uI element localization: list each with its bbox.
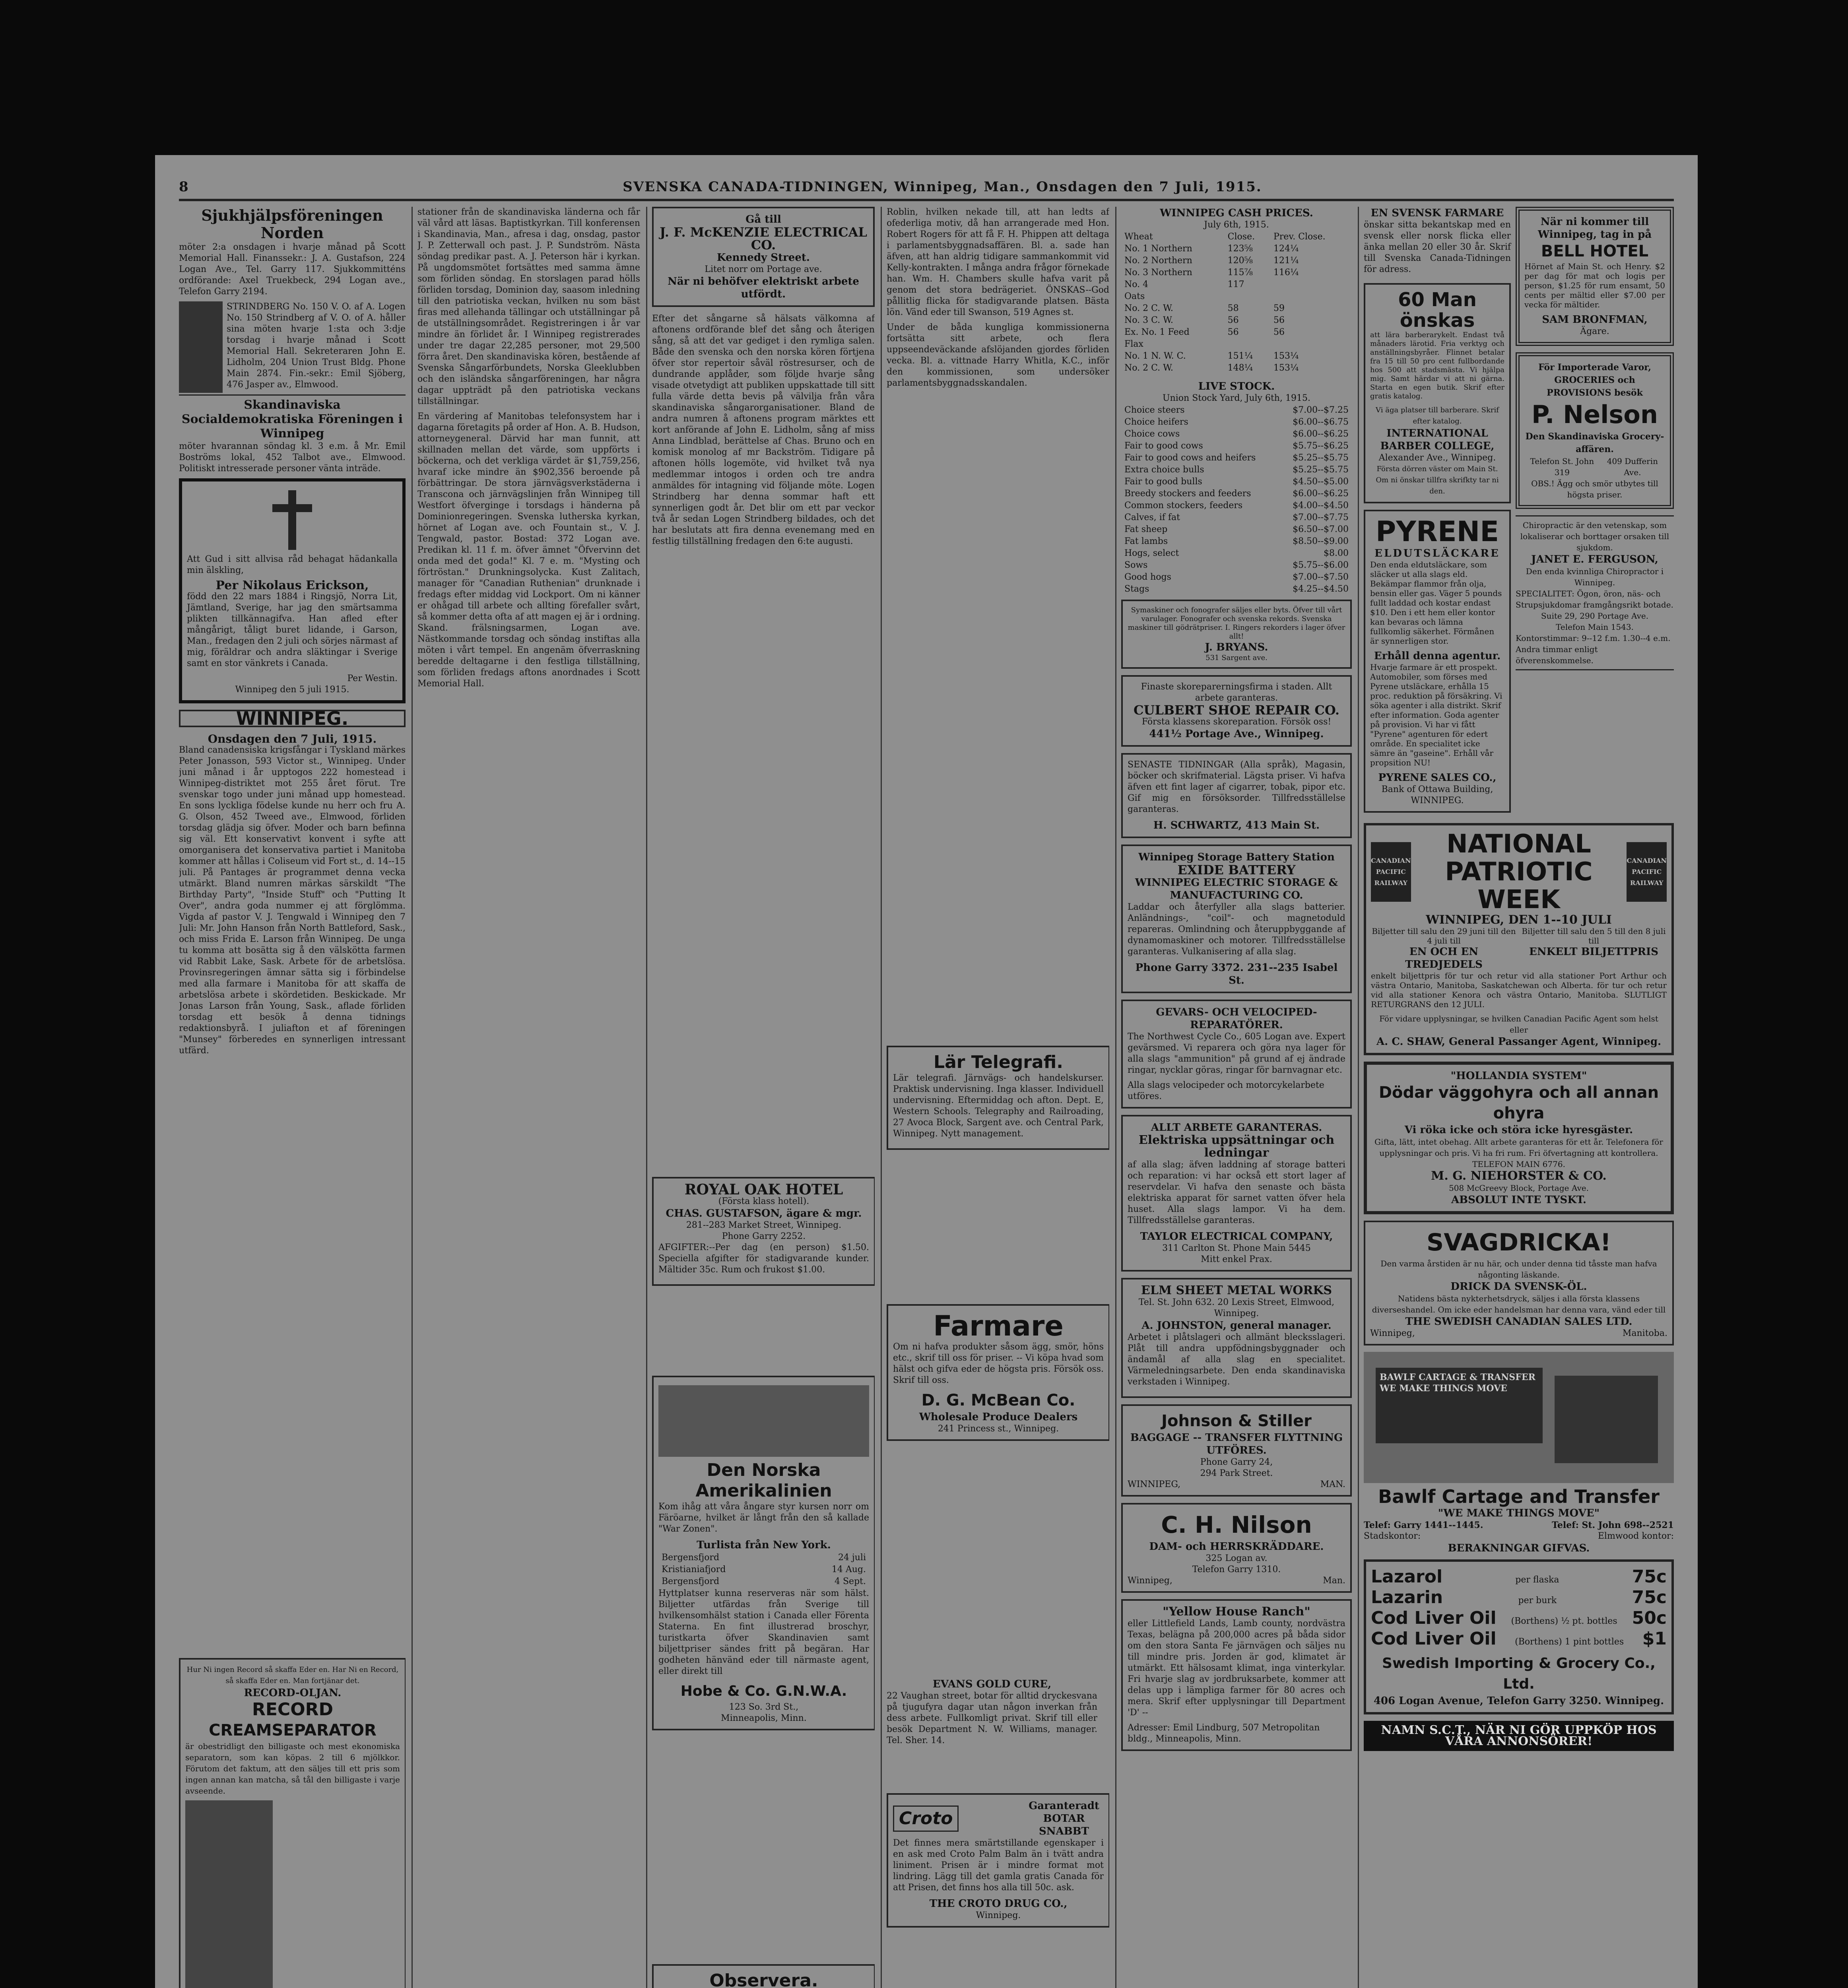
col4-news: Roblin, hvilken nekade till, att han ledts af ofederliga motiv, då han arrangerade med Hon. Robert Rogers för att få F. H. Phippen att deltaga i parlamentsbyggnadsaffären. Bl. a. sade han äfven, att han aldrig tidigare sammankommit vid Kelly-kontrakten. I många andra frågor förnekade han. Wm. H. Chambers skulle hafva varit på genom det stora bedrägeriet. ÖNSKAS--God pållitlig flicka för stadigvarande platsen. Bästa lön. Vänd eder till Swanson, 519 Agnes st. <box>887 207 1109 317</box>
table-row: No. 3 Northern 115⅞ 116¼ <box>1124 268 1299 278</box>
swedish-importing-ad: Lazarol per flaska 75c Lazarin per burk 75c Cod Liver Oil (Borthens) ½ pt. bottles 50c Cod Liver Oil (Borthens) 1 pint bottles $1 Swedish Importing & Grocery Co., Ltd. 406 Logan Avenue, Telefon Garry 3250. Winnipeg. <box>1364 1559 1674 1714</box>
strindberg-text: STRINDBERG No. 150 V. O. af A. Logen No. 150 Strindberg af V. O. of A. håller sina möten hvarje 1:sta och 3:dje torsdag i hvarje månad i Scott Memorial Hall. Sekreteraren John E. Lidholm, 204 Union Trust Bldg. Phone Main 2874. Fin.-sekr.: Emil Sjöberg, 476 Jasper av., Elmwood. <box>227 302 406 390</box>
observera-ad: Observera. <box>652 1964 875 1988</box>
livestock-date: Union Stock Yard, July 6th, 1915. <box>1163 393 1310 403</box>
death-sign: Per Westin. <box>347 674 398 683</box>
sjuk-title: Sjukhjälpsföreningen Norden <box>201 207 383 242</box>
list-item: Lazarol per flaska 75c <box>1371 1567 1667 1587</box>
sjuk-text: möter 2:a onsdagen i hvarje månad på Scott Memorial Hall. Finanssekr.: J. A. Gustafson, 224 Logan Ave., Tel. Garry 117. Sjukkommitténs ordförande: Axel Truekbeck, 294 Logan ave., Telefon Garry 2194. <box>179 242 406 297</box>
table-row: Ex. No. 1 Feed 56 56 <box>1124 327 1285 337</box>
table-row: Fair to good cows $5.75--$6.25 <box>1124 441 1349 451</box>
nelson-ad: För Importerade Varor, GROCERIES och PROVISIONS besök P. Nelson Den Skandinaviska Grocery-affären. Telefon St. John 319 409 Dufferin Ave. OBS.! Ägg och smör utbytes till högsta priser. <box>1516 352 1674 509</box>
table-row: No. 2 C. W. 58 59 <box>1124 303 1285 313</box>
column-5 <box>1121 207 1352 1988</box>
winnipeg-date: Onsdagen den 7 Juli, 1915. <box>208 732 377 746</box>
death-body: född den 22 mars 1884 i Ringsjö, Norra Lit, Jämtland, Sverige, har jag den smärtsamma plikten tillkännagifva. Han afled efter mångårigt, tåligt buret lidande, i Garson, Man., fredagen den 2 juli och sörjes närmast af mig, föräldrar och andra släktingar i Sverige samt en stor vänkrets i Canada. <box>187 592 398 668</box>
pyrene-ad: PYRENE ELDUTSLÄCKARE Den enda eldutsläckare, som släcker ut alla slags eld. Bekämpar flammor från olja, bensin eller gas. Väger 5 pounds fullt laddad och kostar endast $10. Den i ett hem eller kontor kan bevaras och lämna fullkomlig säkerhet. Förmånen är synnerligen stor. Erhåll denna agentur. Hvarje farmare är ett prospekt. Automobiler, som förses med Pyrene utsläckare, erhålla 15 proc. reduktion på försäkring. Vi söka agenter i alla distrikt. Skrif efter information. Goda agenter på provision. Vi har vi fått "Pyrene" agenturen för edert område. En specialitet icke sämre än "gaseine". Erhåll vår propsition NU! PYRENE SALES CO., Bank of Ottawa Building, WINNIPEG. <box>1364 510 1511 813</box>
table-row: Stags $4.25--$4.50 <box>1124 584 1349 594</box>
turlista-row: Kristianiafjord 14 Aug. <box>662 1565 866 1574</box>
senaste-ad: SENASTE TIDNINGAR (Alla språk), Magasin, böcker och skrifmaterial. Lägsta priser. Vi hafva äfven ett fint lager af cigarrer, tobak, pipor etc. Gif mig en försöksorder. Tillfredsställelse garanteras. H. SCHWARTZ, 413 Main St. <box>1121 753 1352 838</box>
turlista-row: Bergensfjord 24 juli <box>662 1553 866 1563</box>
canadian-pacific-shield-icon: CANADIAN PACIFIC RAILWAY <box>1627 842 1667 902</box>
table-row: Fat sheep $6.50--$7.00 <box>1124 524 1349 534</box>
death-name: Per Nikolaus Erickson, <box>215 579 369 592</box>
svensk-farmare-ad: EN SVENSK FARMARE önskar sitta bekantskap med en svensk eller norsk flicka eller änka mellan 20 eller 30 år. Skrif till Svenska Canada-Tidningen för adress. 60 Man önskas att lära barberarykelt. Endast två månaders lärotid. Fria verktyg och anställningsbyråer. Flinnet betalar fra 15 till 50 pro cent fullbordande hos 500 att stadsmästa. Vi hjälpa mig. Samt härdar vi att ni gärna. Starta en egen butik. Skrif efter gratis katalog. Vi äga platser till barberare. Skrif efter katalog. INTERNATIONAL BARBER COLLEGE, Alexander Ave., Winnipeg. Första dörren väster om Main St. Om ni önskar tillfra skrifkty tar ni den. PYRENE ELDUTSLÄCKARE Den enda eldutsläckare, som släcker ut alla slags eld. Bekämpar flammor från olja, bensin eller gas. Väger 5 pounds fullt laddad och kostar endast $10. Den i ett hem eller kontor kan bevaras och lämna fullkomlig säkerhet. Förmånen är synnerligen stor. Erhåll denna agentur. Hvarje farmare är ett prospekt. Automobiler, som förses med Pyrene utsläckare, erhålla 15 proc. reduktion på försäkring. Vi söka agenter i alla distrikt. Skrif efter information. Goda agenter på provision. Vi har vi fått "Pyrene" agenturen för edert område. En specialitet icke sämre än "gaseine". Erhåll vår propsition NU! PYRENE SALES CO., Bank of Ottawa Building, WINNIPEG. <box>1364 207 1511 819</box>
soc-title: Skandinaviska Socialdemokratiska Föreningen i Winnipeg <box>179 394 406 441</box>
list-item: Lazarin per burk 75c <box>1371 1587 1667 1607</box>
separator-machine-icon <box>185 1800 273 1988</box>
table-row: Choice cows $6.00--$6.25 <box>1124 429 1349 439</box>
table-row: Choice heifers $6.00--$6.75 <box>1124 417 1349 427</box>
winnipeg-header: WINNIPEG. <box>179 710 406 727</box>
col3-news: Efter det sångarne så hälsats välkomna af aftonens ordförande blef det sång och återigen sång, så att det var gediget i den rymliga salen. Både den svenska och den norska kören förtjena öfver stor repertoir såväl röstresurser, och de dundrande applåder, som följde hvarje sång visade otvetydigt att publiken uppskattade till sitt fulla värde detta bevis på välvilja från våra skandinaviska sångarorganisationer. Bland de andra numren å aftonens program märktes ett kort anförande af John E. Lidholm, sång af miss Anna Lindblad, berättelse af Chas. Bruno och en komisk monolog af mr Backström. Tidigare på aftonen hölls logemöte, vid hvilket två nya medlemmar intogos i orden och tre andra anmäldes för intagning vid följande möte. Logen Strindberg har denna sommar haft ett synnerligen godt år. Det blir om ett par veckor två år sedan Logen Strindberg bildades, och det har beslutats att fira denna evenemang med en festlig tillställning fredagen den 6:te augusti. <box>652 314 875 546</box>
table-row: Sows $5.75--$6.00 <box>1124 560 1349 570</box>
column-4 <box>887 207 1109 1988</box>
bell-hotel-ad: När ni kommer till Winnipeg, tag in på BELL HOTEL Hörnet af Main St. och Henry. $2 per dag för mat och logis per person, $1.25 för rum ensamt, 50 cents per mältid eller $7.00 per vecka för mältider. SAM BRONFMAN, Ägare. <box>1516 207 1674 346</box>
table-row: Fair to good bulls $4.50--$5.00 <box>1124 477 1349 487</box>
table-row: Fair to good cows and heifers $5.25--$5.75 <box>1124 453 1349 463</box>
table-row: No. 2 C. W. 148¼ 153¼ <box>1124 363 1299 373</box>
lodge-emblem-icon <box>179 301 223 393</box>
col2-news-1: stationer från de skandinaviska länderna och får väl vård att läsas. Baptistkyrkan. Till konferensen i Skandinavia, Man., afresa i dag, onsdag, pastor J. P. Zetterwall och past. J. P. Sundström. Nästa söndag predikar past. A. J. Peterson här i kyrkan. På ungdomsmötet fortsättes med samma ämne som förliden söndag. En storslagen parad hölls förliden torsdag, Dominion day, saasom inledning till den patriotiska veckan, hvilken nu som bäst firas med allehanda tällingar och utställningar på de utställningsområdet. Registreringen i år var mindre än förlidet år. I Winnipeg registrerades under tre dagar 22,285 personer, mot 29,500 förra året. Den skandinaviska kören, bestående af Svenska Sångarförbundets, Norska Gleeklubben och den isländska sångarföreningen, har några dagar uppträdt på den patriotiska veckans tillställningar. <box>417 207 640 406</box>
newspaper-name: SVENSKA CANADA-TIDNINGEN, Winnipeg, Man., Onsdagen den 7 Juli, 1915. <box>623 179 1262 195</box>
soc-text: möter hvarannan söndag kl. 3 e.m. å Mr. Emil Boströms lokal, 452 Talbot ave., Elmwood. Politiskt intresserade personer vänta inträde. <box>179 441 406 474</box>
masthead <box>179 179 1674 201</box>
list-item: Cod Liver Oil (Borthens) 1 pint bottles $1 <box>1371 1629 1667 1649</box>
newspaper-page <box>155 155 1698 1988</box>
record-ad: Hur Ni ingen Record så skaffa Eder en. Har Ni en Record, så skaffa Eder en. Man fortjänar det. RECORD-OLJAN. RECORD CREAMSEPARATOR är obestridligt den billigaste och mest ekonomiska separatorn, som kan köpas. 2 till 6 mjölkkor. Förutom det faktum, att den säljes till ett pris som ingen annan kan matcha, så tål den billigaste i varje avseende. <box>179 1658 406 1988</box>
bryans-ad: Symaskiner och fonografer säljes eller byts. Öfver till vårt varulager. Fonografer och svenska rekords. Svenska maskiner till gödrätpriser. I. Ringers rekorders i lager öfver allt! J. BRYANS. 531 Sargent ave. <box>1121 600 1352 669</box>
col4-kommission: Under de båda kungliga kommissionerna fortsätta sitt arbete, och flera uppseendeväckande afslöjanden gjordes förliden vecka. Bl. a. vittnade Harry Whitla, K.C., inför den kommissionen, som undersöker parlamentsbyggnadsskandalen. <box>887 322 1109 388</box>
column-3 <box>652 207 875 1988</box>
johnson-stiller-ad: Johnson & Stiller BAGGAGE -- TRANSFER FLYTTNING UTFÖRES. Phone Garry 24, 294 Park Street. WINNIPEG, MAN. <box>1121 1404 1352 1497</box>
farmare-ad: Farmare Om ni hafva produkter såsom ägg, smör, höns etc., skrif till oss för priser. -- Vi köpa hvad som hälst och gifva eder de högsta pris. Försök oss. Skrif till oss. D. G. McBean Co. Wholesale Produce Dealers 241 Princess st., Winnipeg. <box>887 1304 1109 1441</box>
gevars-ad: GEVARS- OCH VELOCIPED-REPARATÖRER. The Northwest Cycle Co., 605 Logan ave. Expert gevärsmed. Vi reparera och göra nya lager för alla slags "ammunition" på grund af ej ändrade ringar, nycklar göras, ringar för barnvagnar etc. Alla slags velocipeder och motorcykelarbete utföres. <box>1121 1000 1352 1109</box>
bawlf-ad: BAWLF CARTAGE & TRANSFER WE MAKE THINGS MOVE Bawlf Cartage and Transfer "WE MAKE THINGS MOVE" Telef: Garry 1441--1445. Telef: St. John 698--2521 Stadskontor: Elmwood kontor: BERAKNINGAR GIFVAS. <box>1364 1352 1674 1555</box>
table-row: No. 4 117 <box>1124 280 1244 289</box>
table-row: No. 1 Northern 123⅝ 124¼ <box>1124 244 1299 254</box>
turlista-row: Bergensfjord 4 Sept. <box>662 1576 866 1586</box>
list-item: Cod Liver Oil (Borthens) ½ pt. bottles 50c <box>1371 1608 1667 1628</box>
steamship-icon <box>658 1385 869 1457</box>
sixty-man-ad: 60 Man önskas att lära barberarykelt. Endast två månaders lärotid. Fria verktyg och anställningsbyråer. Flinnet betalar fra 15 till 50 pro cent fullbordande hos 500 att stadsmästa. Vi hjälpa mig. Samt härdar vi att ni gärna. Starta en egen butik. Skrif efter gratis katalog. Vi äga platser till barberare. Skrif efter katalog. INTERNATIONAL BARBER COLLEGE, Alexander Ave., Winnipeg. Första dörren väster om Main St. Om ni önskar tillfra skrifkty tar ni den. <box>1364 283 1511 503</box>
table-row: Fat lambs $8.50--$9.00 <box>1124 536 1349 546</box>
yellow-house-ad: "Yellow House Ranch" eller Littlefield Lands, Lamb county, nordvästra Texas, belägna på 200,000 acres på båda sidor om den stora Santa Fe järnvägen och säljes nu till mindre pris. Jorden är god, klimatet är utmärkt. Ett hälsosamt klimat, inga vinterkylar. Fri hvarje slag av jordbruksarbete, kommer att delas upp i lämpliga farmer för 80 acres och mera. Skrif efter upplysningar till Department 'D' -- Adresser: Emil Lindburg, 507 Metropolitan bldg., Minneapolis, Minn. <box>1121 1599 1352 1751</box>
page-number: 8 <box>179 179 189 195</box>
column-1 <box>179 207 406 1988</box>
gold-cure-ad: EVANS GOLD CURE, 22 Vaughan street, botar för alltid dryckesvana på tjugufyra dagar utan någon inverkan från dess arbete. Fullkomligt privat. Skrif till eller besök Department N. W. Williams, manager. Tel. Sher. 14. <box>887 1678 1097 1745</box>
norska-amerikalinien-ad: Den Norska Amerikalinien Kom ihåg att våra ångare styr kursen norr om Färöarne, hvilket är långt från den så kallade "War Zonen". Turlista från New York. Bergensfjord 24 juli Kristianiafjord 14 Aug. Bergensfjord 4 Sept. Hyttplatser kunna reserveras när som hälst. Biljetter utfärdas från Sverige till hvilkensomhälst station i Canada eller Förenta Staterna. En fint illustrerad broschyr, turistkarta öfver Skandinavien samt biljettpriser sändes fritt på begäran. Har godheten hänvänd eder till närmaste agent, eller direkt till Hobe & Co. G.N.W.A. 123 So. 3rd St., Minneapolis, Minn. <box>652 1376 875 1730</box>
cross-icon <box>272 490 312 550</box>
table-row: Choice steers $7.00--$7.25 <box>1124 405 1349 415</box>
table-row: Breedy stockers and feeders $6.00--$6.25 <box>1124 489 1349 499</box>
national-patriotic-ad: CANADIAN PACIFIC RAILWAY NATIONAL PATRIOTIC WEEK CANADIAN PACIFIC RAILWAY WINNIPEG, DEN 1--10 JULI Biljetter till salu den 29 juni till den 4 juli till EN OCH EN TREDJEDELS Biljetter till salu den 5 till den 8 juli till ENKELT BILJETTPRIS enkelt biljettpris för tur och retur vid alla stationer Port Arthur och västra Ontario, Manitoba, Saskatchewan och Alberta. för tur och retur vid alla stationer Kenora och västra Ontario, Manitoba. SLUTLIGT RETURGRANS den 12 JULI. För vidare upplysningar, se hvilken Canadian Pacific Agent som helst eller A. C. SHAW, General Passanger Agent, Winnipeg. <box>1364 823 1674 1055</box>
royal-oak-ad: ROYAL OAK HOTEL (Första klass hotell). CHAS. GUSTAFSON, ägare & mgr. 281--283 Market Street, Winnipeg. Phone Garry 2252. AFGIFTER:--Per dag (en person) $1.50. Speciella afgifter för stadigvarande kunder. Mältider 35c. Rum och frukost $1.00. <box>652 1177 875 1286</box>
col2-news-2: En värdering af Manitobas telefonsystem har i dagarna företagits på order af Hon. A. B. Hudson, attorneygeneral. Därvid har man funnit, att skillnaden mellan det värde, som uppförts i böckerna, och det verkliga värdet är $1,759,256, hvaraf icke mindre än $902,356 beroende på förbättringar. De stora järnvägsverkstäderna i Transcona och järnvägslinjen från Winnipeg till Westfort öfverginge i torsdags i händerna på Dominionregeringen. Svenska lutherska kyrkan, hörnet af Logan ave. och Fountain st., V. J. Tengwald, pastor. Bostad: 372 Logan ave. Predikan kl. 11 f. m. öfver ämnet "Öfvervinn det onda med det goda!" Kl. 7 e. m. "Mysting och förtröstan." Drunkningsolycka. Kust Zalitach, manager för "Canadian Ruthenian" drunknade i fredags efter middag vid Lockport. Om ni känner er ohågad till arbete och allting förefaller svårt, så kommer detta ofta af att magen ej är i ordning. Skand. frälsningsarmen, Logan ave. Nästkommande torsdag och söndag instiftas alla möten i vårt tempel. En angenäm öfverraskning beredde deltagarne i den festliga tillställning, som förliden fredags aftons anordnades i Scott Memorial Hall. <box>417 412 640 689</box>
svagdricka-ad: SVAGDRICKA! Den varma årstiden är nu här, och under denna tid tåsste man hafva någonting läskande. DRICK DA SVENSK-ÖL. Natidens bästa nykterhetsdryck, säljes i alla första klassens diverseshandel. Om icke eder handelsman har denna vara, vänd eder till THE SWEDISH CANADIAN SALES LTD. Winnipeg, Manitoba. <box>1364 1221 1674 1345</box>
chiropractor-ad: Chiropractic är den vetenskap, som lokaliserar och borttager orsaken till sjukdom. JANET E. FERGUSON, Den enda kvinnliga Chiropractor i Winnipeg. SPECIALITET: Ögon, öron, näs- och Strupsjukdomar framgångsrikt botade. Suite 29, 290 Portage Ave. Telefon Main 1543. Kontorstimmar: 9--12 f.m. 1.30--4 e.m. Andra timmar enligt öfverenskommelse. <box>1516 515 1674 670</box>
table-row: Good hogs $7.00--$7.50 <box>1124 572 1349 582</box>
telegraf-ad: Lär Telegrafi. Lär telegrafi. Järnvägs- och handelskurser. Praktisk undervisning. Inga klasser. Individuell undervisning. Eftermiddag och afton. Dept. E, Western Schools. Telegraphy and Railroading, 27 Avoca Block, Sargent ave. och Central Park, Winnipeg. Nytt management. <box>887 1046 1109 1150</box>
market-date: July 6th, 1915. <box>1204 220 1269 230</box>
table-row: Hogs, select $8.00 <box>1124 548 1349 558</box>
market-title: WINNIPEG CASH PRICES. <box>1160 207 1313 219</box>
mckenzie-ad: Gå till J. F. McKENZIE ELECTRICAL CO. Kennedy Street. Litet norr om Portage ave. När ni behöfver elektriskt arbete utfördt. <box>652 207 875 307</box>
canadian-pacific-shield-icon: CANADIAN PACIFIC RAILWAY <box>1371 842 1411 902</box>
table-row: Common stockers, feeders $4.00--$4.50 <box>1124 501 1349 511</box>
taylor-ad: ALLT ARBETE GARANTERAS. Elektriska uppsättningar och ledningar af alla slag; äfven laddning af storage batteri och reparation: vi har också ett stort lager af reservdelar. Vi hafva den senaste och bästa elektriska apparat för sarnet vatten öfver hela huset. Alla slags lampor. Vi ha dem. Tillfredsställelse garanteras. TAYLOR ELECTRICAL COMPANY, 311 Carlton St. Phone Main 5445 Mitt enkel Prax. <box>1121 1115 1352 1272</box>
footer-banner: NAMN S.C.T., NÄR NI GÖR UPPKÖP HOS VÅRA ANNONSÖRER! <box>1364 1721 1674 1751</box>
croto-ad: Croto Garanteradt BOTAR SNABBT Det finnes mera smärtstillande egenskaper i en ask med Croto Palm Balm än i tvätt andra liniment. Prisen är i mindre format mot lindring. Lägg till det gamla gratis Canada för att Prisen, det finns hos alla till 50c. ask. THE CROTO DRUG CO., Winnipeg. <box>887 1793 1109 1928</box>
column-6 <box>1364 207 1674 1988</box>
death-text: Att Gud i sitt allvisa råd behagat hädankalla min älskling, <box>187 554 398 575</box>
culbert-ad: Finaste skoreparerningsfirma i staden. Allt arbete garanteras. CULBERT SHOE REPAIR CO. Första klassens skoreparation. Försök oss! 441½ Portage Ave., Winnipeg. <box>1121 675 1352 747</box>
hollandia-ad: "HOLLANDIA SYSTEM" Dödar väggohyra och all annan ohyra Vi röka icke och störa icke hyresgäster. Gifta, lätt, intet obehag. Allt arbete garanteras för ett år. Telefonera för upplysningar och pris. Vi ha fri rum. Fri öfvertagning att kontrollera. TELEFON MAIN 6776. M. G. NIEHORSTER & CO. 508 McGreevy Block, Portage Ave. ABSOLUT INTE TYSKT. <box>1364 1062 1674 1214</box>
exide-ad: Winnipeg Storage Battery Station EXIDE BATTERY WINNIPEG ELECTRIC STORAGE & MANUFACTURING CO. Laddar och återfyller alla slags batterier. Anländnings-, "coil"- och magnetoduld repareras. Omlindning och återuppbyggande af dynamomaskiner och motorer. Tillfredsställelse garanteras. Vulkanisering af alla slag. Phone Garry 3372. 231--235 Isabel St. <box>1121 845 1352 993</box>
horse-wagon-icon: BAWLF CARTAGE & TRANSFER WE MAKE THINGS MOVE <box>1364 1352 1674 1483</box>
table-row: No. 2 Northern 120⅝ 121¼ <box>1124 256 1299 266</box>
elm-ad: ELM SHEET METAL WORKS Tel. St. John 632. 20 Lexis Street, Elmwood, Winnipeg. A. JOHNSTON, general manager. Arbetet i plåtslageri och allmänt blecksslageri. Plåt till andra uppfödningsbyggnader och ändamål af alla slag en specialitet. Värmeledningsarbete. Den enda skandinaviska verkstaden i Winnipeg. <box>1121 1278 1352 1398</box>
nilson-ad: C. H. Nilson DAM- och HERRSKRÄDDARE. 325 Logan av. Telefon Garry 1310. Winnipeg, Man. <box>1121 1503 1352 1593</box>
winnipeg-news: Bland canadensiska krigsfångar i Tyskland märkes Peter Jonasson, 593 Victor st., Winnipeg. Under juni månad i år upptogos 222 homestead i Winnipeg-distriktet mot 255 året förut. Tre svenskar togo under juni månad upp homestead. En sons lyckliga födelse kunde nu herr och fru A. G. Olson, 452 Tweed ave., Elmwood, förliden torsdag glädja sig öfver. Moder och barn befinna sig väl. Ett konservativt konvent i syfte att omorganisera det konservativa partiet i Manitoba kommer att hållas i Coliseum vid Fort st., d. 14--15 juli. På Pantages är programmet denna vecka utmärkt. Bland numren märkas särskildt "The Birthday Party", "Inside Stuff" och "Putting It Over", andra goda nummer ej att förglömma. Vigda af pastor V. J. Tengwald i Winnipeg den 7 Juli: Mr. John Hanson från North Battleford, Sask., och miss Frida E. Larson från Winnipeg. De unga tu komma att bosätta sig å den välskötta farmen vid Rabbit Lake, Sask. Arbete för de arbetslösa. Provinsregeringen ämnar sätta sig i förbindelse med alla farmare i Manitoba för att skaffa de arbetslösa arbete i skördetiden. Beskickade. Mr Jonas Larson från Young, Sask., aflade förliden torsdag ett besök å denna tidnings redaktionsbyrå. I juliafton et af föreningen "Munsey" förberedes en synnerligen intressant utfärd. <box>179 745 406 1056</box>
wheat-table: Wheat Close. Prev. Close. No. 1 Northern 123⅝ 124¼ No. 2 Northern 120⅝ 121¼ No. 3 Northern 115⅞ 116¼ No. 4 117 Oats No. 2 C. W. 58 59 No. 3 C. W. 56 56 Ex. No. 1 Feed 56 56 Flax No. 1 N. W. C. 151¼ 153¼ No. 2 C. W. 148¼ 153¼ <box>1121 231 1352 375</box>
table-row: Calves, if fat $7.00--$7.75 <box>1124 513 1349 522</box>
column-2 <box>417 207 640 1988</box>
table-row: No. 3 C. W. 56 56 <box>1124 315 1285 325</box>
table-row: Extra choice bulls $5.25--$5.75 <box>1124 465 1349 475</box>
livestock-title: LIVE STOCK. <box>1198 381 1275 392</box>
table-row: No. 1 N. W. C. 151¼ 153¼ <box>1124 351 1299 361</box>
livestock-table <box>1121 404 1352 596</box>
death-date: Winnipeg den 5 juli 1915. <box>235 685 349 695</box>
death-notice <box>179 478 406 703</box>
